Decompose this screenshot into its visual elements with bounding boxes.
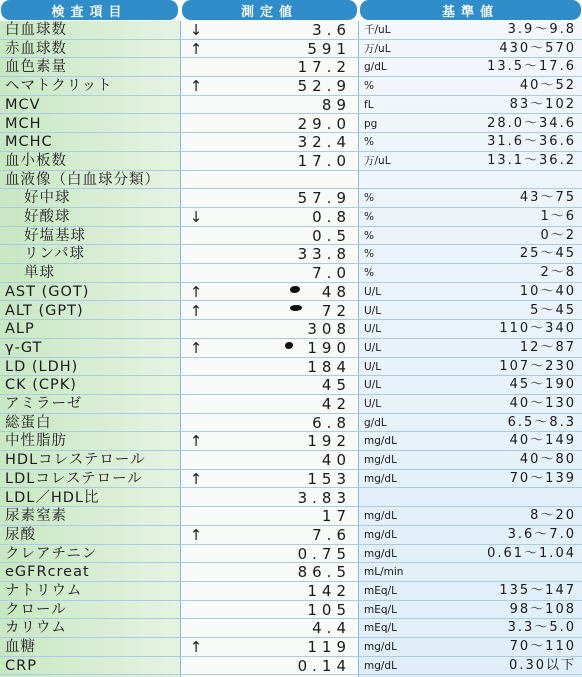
- unit-label: %: [364, 80, 374, 93]
- abnormal-flag: ↑: [189, 525, 203, 544]
- unit-label: U/L: [364, 341, 382, 354]
- item-name: ALP: [5, 321, 35, 338]
- measured-value: 142: [307, 582, 351, 600]
- unit-label: mL/min: [364, 566, 404, 579]
- item-name: リンパ球: [24, 246, 85, 263]
- table-row: [0, 171, 582, 190]
- abnormal-flag: ↑: [189, 469, 203, 488]
- unit-label: mEq/L: [364, 603, 397, 616]
- measured-value: 48: [321, 282, 351, 301]
- reference-range: 430～570: [499, 40, 576, 56]
- measured-value: 32.4: [297, 133, 351, 152]
- reference-range: 83～102: [509, 96, 576, 112]
- abnormal-flag: ↑: [189, 638, 203, 657]
- table-row: [0, 358, 582, 377]
- abnormal-flag: ↑: [189, 338, 203, 357]
- reference-range: 25～45: [519, 246, 576, 262]
- item-name: ヘマトクリット: [5, 78, 113, 95]
- unit-label: 万/uL: [364, 42, 391, 55]
- header-value: 測定値: [182, 0, 357, 20]
- reference-range: 43～75: [519, 190, 576, 206]
- table-row: [0, 115, 582, 134]
- measured-value: 45: [321, 376, 351, 395]
- measured-value: 192: [307, 432, 351, 451]
- unit-label: mg/dL: [364, 435, 397, 448]
- table-row: [0, 657, 582, 676]
- abnormal-flag: ↓: [189, 208, 203, 226]
- measured-value: 0.75: [297, 544, 351, 563]
- table-row: [0, 227, 582, 246]
- unit-label: mg/dL: [364, 641, 397, 654]
- reference-range: 110～340: [499, 321, 576, 337]
- reference-range: 70～110: [509, 639, 576, 655]
- item-name: 好塩基球: [24, 227, 86, 244]
- reference-range: 70～139: [509, 470, 576, 486]
- reference-range: 2～8: [540, 265, 576, 281]
- unit-label: %: [364, 211, 374, 223]
- table-row: [0, 58, 582, 77]
- measured-value: 7.6: [312, 525, 351, 544]
- item-name: 血小板数: [5, 152, 67, 169]
- measured-value: 3.6: [312, 21, 351, 39]
- item-name: γ-GT: [5, 339, 43, 356]
- unit-label: U/L: [364, 379, 382, 392]
- measured-value: 29.0: [297, 114, 351, 133]
- unit-label: mEq/L: [364, 585, 397, 597]
- unit-label: mg/dL: [364, 472, 397, 485]
- item-name: 好酸球: [24, 209, 71, 225]
- reference-range: 10～40: [519, 283, 576, 299]
- table-row: [0, 489, 582, 508]
- measured-value: 184: [307, 357, 351, 376]
- unit-label: %: [364, 248, 374, 261]
- item-name: クレアチニン: [5, 545, 98, 562]
- abnormal-flag: ↑: [189, 77, 203, 96]
- item-name: AST (GOT): [5, 283, 90, 300]
- table-row: [0, 619, 582, 638]
- table-row: [0, 189, 582, 208]
- item-name: 尿素窒素: [5, 508, 67, 525]
- item-name: CRP: [5, 657, 37, 674]
- reference-range: 5～45: [530, 302, 576, 318]
- unit-label: %: [364, 267, 374, 280]
- measured-value: 0.14: [297, 656, 351, 675]
- header-item: 検査項目: [1, 0, 178, 20]
- unit-label: U/L: [364, 323, 382, 336]
- reference-range: 8～20: [530, 508, 576, 524]
- unit-label: mg/dL: [364, 454, 397, 467]
- item-name: 白血球数: [5, 22, 67, 38]
- table-row: [0, 545, 582, 564]
- table-row: [0, 302, 582, 321]
- measured-value: 190: [307, 338, 351, 357]
- unit-label: 千/uL: [364, 24, 391, 36]
- reference-range: 13.1～36.2: [487, 152, 576, 168]
- measured-value: 52.9: [297, 77, 351, 96]
- table-row: [0, 507, 582, 526]
- reference-range: 1～6: [540, 209, 576, 224]
- unit-label: mg/dL: [364, 510, 397, 523]
- item-name: クロール: [5, 601, 67, 618]
- reference-range: 135～147: [499, 583, 576, 598]
- item-name: アミラーゼ: [5, 396, 83, 412]
- reference-range: 6.5～8.3: [507, 414, 576, 430]
- table-row: [0, 526, 582, 545]
- measured-value: 0.8: [312, 208, 351, 226]
- measured-value: 105: [307, 600, 351, 619]
- table-row: [0, 77, 582, 96]
- reference-range: 0.30以下: [509, 657, 576, 673]
- unit-label: U/L: [364, 285, 382, 298]
- abnormal-flag: ↑: [189, 432, 203, 451]
- unit-label: mg/dL: [364, 659, 397, 672]
- unit-label: pg: [364, 117, 378, 130]
- measured-value: 308: [307, 320, 351, 339]
- measured-value: 0.5: [312, 226, 351, 245]
- unit-label: U/L: [364, 398, 382, 410]
- measured-value: 119: [307, 638, 351, 657]
- measured-value: 72: [321, 301, 351, 320]
- item-name: LDL／HDL比: [5, 489, 100, 506]
- item-name: 血糖: [5, 639, 36, 656]
- item-name: 血色素量: [5, 59, 67, 76]
- item-name: MCV: [5, 96, 41, 113]
- table-row: [0, 133, 582, 152]
- measured-value: 40: [321, 451, 351, 470]
- item-name: 尿酸: [5, 526, 36, 543]
- reference-range: 3.9～9.8: [507, 22, 576, 37]
- measured-value: 42: [321, 395, 351, 413]
- abnormal-flag: ↓: [189, 21, 203, 39]
- reference-range: 28.0～34.6: [487, 115, 576, 131]
- measured-value: 89: [321, 95, 351, 114]
- item-name: ALT (GPT): [5, 302, 84, 319]
- reference-range: 45～190: [509, 377, 576, 393]
- measured-value: 17.0: [297, 151, 351, 170]
- measured-value: 57.9: [297, 189, 351, 208]
- reference-range: 3.3～5.0: [507, 620, 576, 636]
- item-name: LDLコレステロール: [5, 470, 143, 487]
- unit-label: %: [364, 229, 374, 242]
- item-name: eGFRcreat: [5, 564, 90, 581]
- abnormal-flag: ↑: [189, 282, 203, 301]
- measured-value: 153: [307, 469, 351, 488]
- item-name: 赤血球数: [5, 40, 67, 57]
- abnormal-flag: ↑: [189, 301, 203, 320]
- header-reference: 基準値: [360, 0, 581, 20]
- reference-range: 40～149: [509, 433, 576, 449]
- table-row: [0, 40, 582, 59]
- table-row: [0, 320, 582, 339]
- measured-value: 4.4: [312, 619, 351, 638]
- measured-value: 17.2: [297, 58, 351, 77]
- table-row: [0, 470, 582, 489]
- reference-range: 12～87: [519, 339, 576, 355]
- reference-range: 98～108: [509, 601, 576, 617]
- unit-label: mg/dL: [364, 547, 397, 560]
- item-name: 好中球: [24, 190, 71, 207]
- reference-range: 40～52: [519, 78, 576, 94]
- reference-range: 0.61～1.04: [487, 545, 576, 561]
- table-row: [0, 264, 582, 283]
- reference-range: 0～2: [540, 227, 576, 243]
- table-row: [0, 451, 582, 470]
- table-row: [0, 208, 582, 227]
- table-row: [0, 152, 582, 171]
- unit-label: U/L: [364, 304, 382, 317]
- item-name: 単球: [24, 265, 55, 282]
- unit-label: g/dL: [364, 416, 387, 429]
- item-name: CK (CPK): [5, 377, 77, 394]
- item-name: LD (LDH): [5, 358, 79, 375]
- unit-label: %: [364, 192, 374, 205]
- table-row: [0, 638, 582, 657]
- abnormal-flag: ↑: [189, 39, 203, 58]
- item-name: ナトリウム: [5, 583, 83, 599]
- item-name: MCH: [5, 115, 42, 132]
- table-row: [0, 376, 582, 395]
- item-name: カリウム: [5, 620, 67, 637]
- item-name: MCHC: [5, 134, 53, 151]
- measured-value: 33.8: [297, 245, 351, 264]
- table-row: [0, 395, 582, 414]
- table-row: [0, 414, 582, 433]
- unit-label: U/L: [364, 360, 382, 373]
- reference-range: 40～130: [509, 396, 576, 411]
- table-row: [0, 601, 582, 620]
- table-row: [0, 582, 582, 601]
- measured-value: 3.83: [297, 488, 351, 507]
- table-row: [0, 563, 582, 582]
- measured-value: 6.8: [312, 413, 351, 432]
- measured-value: 86.5: [297, 563, 351, 582]
- unit-label: g/dL: [364, 61, 387, 74]
- measured-value: 7.0: [312, 264, 351, 283]
- reference-range: 40～80: [519, 452, 576, 468]
- table-row: [0, 245, 582, 264]
- table-row: [0, 432, 582, 451]
- reference-range: 31.6～36.6: [487, 134, 576, 150]
- item-name: HDLコレステロール: [5, 452, 146, 469]
- unit-label: 万/uL: [364, 154, 391, 167]
- reference-range: 107～230: [499, 358, 576, 374]
- unit-label: mEq/L: [364, 622, 397, 635]
- table-row: [0, 21, 582, 40]
- item-name: 総蛋白: [5, 414, 52, 431]
- unit-label: mg/dL: [364, 528, 397, 541]
- reference-range: 13.5～17.6: [487, 59, 576, 75]
- item-name: 血液像（白血球分類）: [5, 171, 160, 188]
- item-name: 中性脂肪: [5, 433, 67, 450]
- measured-value: 591: [307, 39, 351, 58]
- table-row: [0, 96, 582, 115]
- unit-label: fL: [364, 98, 374, 111]
- reference-range: 3.6～7.0: [507, 526, 576, 542]
- unit-label: %: [364, 136, 374, 149]
- measured-value: 17: [321, 507, 351, 526]
